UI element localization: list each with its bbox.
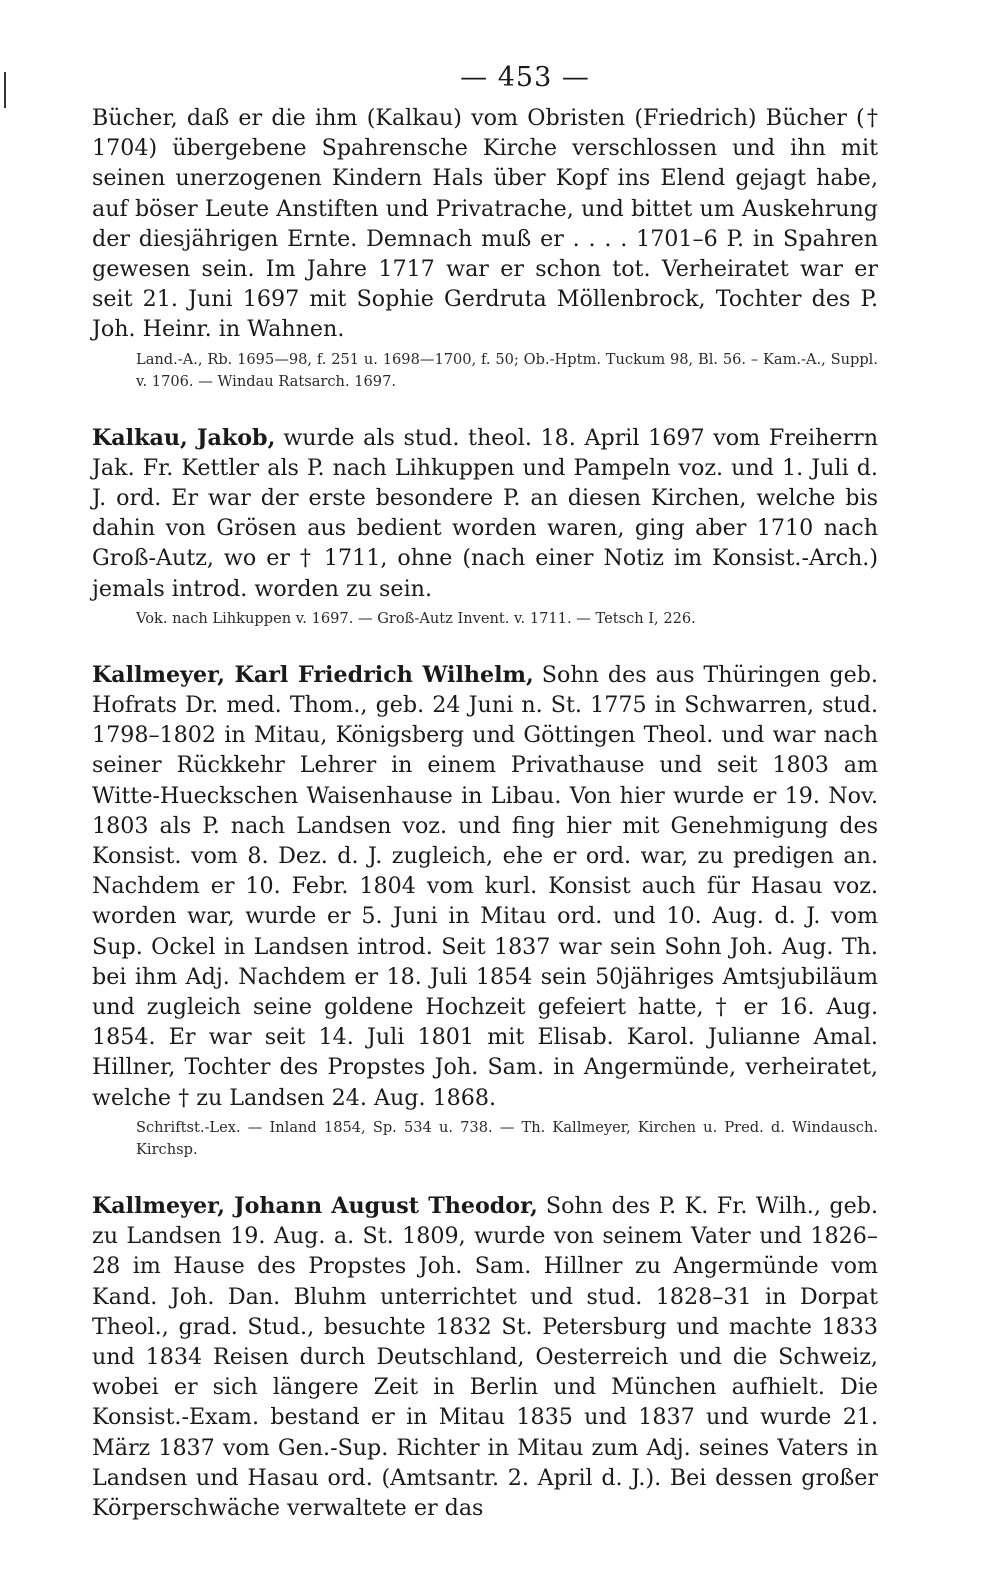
entry-kalkau-jakob bbox=[92, 423, 878, 630]
entry-body bbox=[92, 660, 878, 1113]
entry-kallmeyer-karl bbox=[92, 660, 878, 1161]
margin-mark bbox=[4, 72, 6, 108]
entry-body bbox=[92, 423, 878, 604]
entry-source: Schriftst.-Lex. — Inland 1854, Sp. 534 u. 738. — Th. Kallmeyer, Kirchen u. Pred. d. Windausch. Kirchsp. bbox=[136, 1118, 878, 1158]
entry-text: wurde als stud. theol. 18. April 1697 vom Freiherrn Jak. Fr. Kettler als P. nach Lihkuppen und Pampeln voz. und 1. Juli d. J. ord. Er war der erste besondere P. an diesen Kirchen, welche bis dahin von Grösen aus bedient worden waren, ging aber 1710 nach Groß-Autz, wo er † 1711, ohne (nach einer Notiz im Konsist.-Arch.) jemals introd. worden zu sein. bbox=[92, 424, 878, 602]
page-number: — 453 — bbox=[460, 62, 590, 93]
entry-kallmeyer-johann bbox=[92, 1191, 878, 1523]
continuation-text: Bücher, daß er die ihm (Kalkau) vom Obristen (Friedrich) Bücher († 1704) übergebene Spahrensche Kirche verschlossen und ihn mit seinen unerzogenen Kindern Hals über Kopf ins Elend gejagt habe, auf böser Leute Anstiften und Privatrache, und bittet um Auskehrung der diesjährigen Ernte. Demnach muß er . . . . 1701–6 P. in Spahren gewesen sein. Im Jahre 1717 war er schon tot. Verheiratet war er seit 21. Juni 1697 mit Sophie Gerdruta Möllenbrock, Tochter des P. Joh. Heinr. in Wahnen. bbox=[92, 105, 878, 343]
entry-text: Sohn des P. K. Fr. Wilh., geb. zu Landsen 19. Aug. a. St. 1809, wurde von seinem Vater und 1826–28 im Hause des Propstes Joh. Sam. Hillner zu Angermünde vom Kand. Joh. Dan. Bluhm unterrichtet und stud. 1828–31 in Dorpat Theol., grad. Stud., besuchte 1832 St. Petersburg und machte 1833 und 1834 Reisen durch Deutschland, Oesterreich und die Schweiz, wobei er sich längere Zeit in Berlin und München aufhielt. Die Konsist.-Exam. bestand er in Mitau 1835 und 1837 und wurde 21. März 1837 vom Gen.-Sup. Richter in Mitau zum Adj. seines Vaters in Landsen und Hasau ord. (Amtsantr. 2. April d. J.). Bei dessen großer Körperschwäche verwaltete er das bbox=[92, 1192, 878, 1521]
continuation-source: Land.-A., Rb. 1695—98, f. 251 u. 1698—1700, f. 50; Ob.-Hptm. Tuckum 98, Bl. 56. – Kam.-A., Suppl. v. 1706. — Windau Ratsarch. 1697. bbox=[136, 350, 878, 390]
page bbox=[92, 62, 878, 1523]
entry-name: Kalkau, Jakob, bbox=[92, 424, 276, 451]
entry-source: Vok. nach Lihkuppen v. 1697. — Groß-Autz Invent. v. 1711. — Tetsch I, 226. bbox=[136, 609, 696, 627]
entry-name: Kallmeyer, Karl Friedrich Wilhelm, bbox=[92, 661, 534, 688]
entry-name: Kallmeyer, Johann August Theodor, bbox=[92, 1192, 538, 1219]
continuation-entry bbox=[92, 103, 878, 393]
entry-text: Sohn des aus Thüringen geb. Hofrats Dr. med. Thom., geb. 24 Juni n. St. 1775 in Schwarren, stud. 1798–1802 in Mitau, Königsberg und Göttingen Theol. und war nach seiner Rückkehr Lehrer in einem Privathause und seit 1803 am Witte-Hueckschen Waisenhause in Libau. Von hier wurde er 19. Nov. 1803 als P. nach Landsen voz. und fing hier mit Genehmigung des Konsist. vom 8. Dez. d. J. zugleich, ehe er ord. war, zu predigen an. Nachdem er 10. Febr. 1804 vom kurl. Konsist auch für Hasau voz. worden war, wurde er 5. Juni in Mitau ord. und 10. Aug. d. J. vom Sup. Ockel in Landsen introd. Seit 1837 war sein Sohn Joh. Aug. Th. bei ihm Adj. Nachdem er 18. Juli 1854 sein 50jähriges Amtsjubiläum und zugleich seine goldene Hochzeit gefeiert hatte, † er 16. Aug. 1854. Er war seit 14. Juli 1801 mit Elisab. Karol. Julianne Amal. Hillner, Tochter des Propstes Joh. Sam. in Angermünde, verheiratet, welche † zu Landsen 24. Aug. 1868. bbox=[92, 661, 878, 1111]
entry-body bbox=[92, 1191, 878, 1523]
